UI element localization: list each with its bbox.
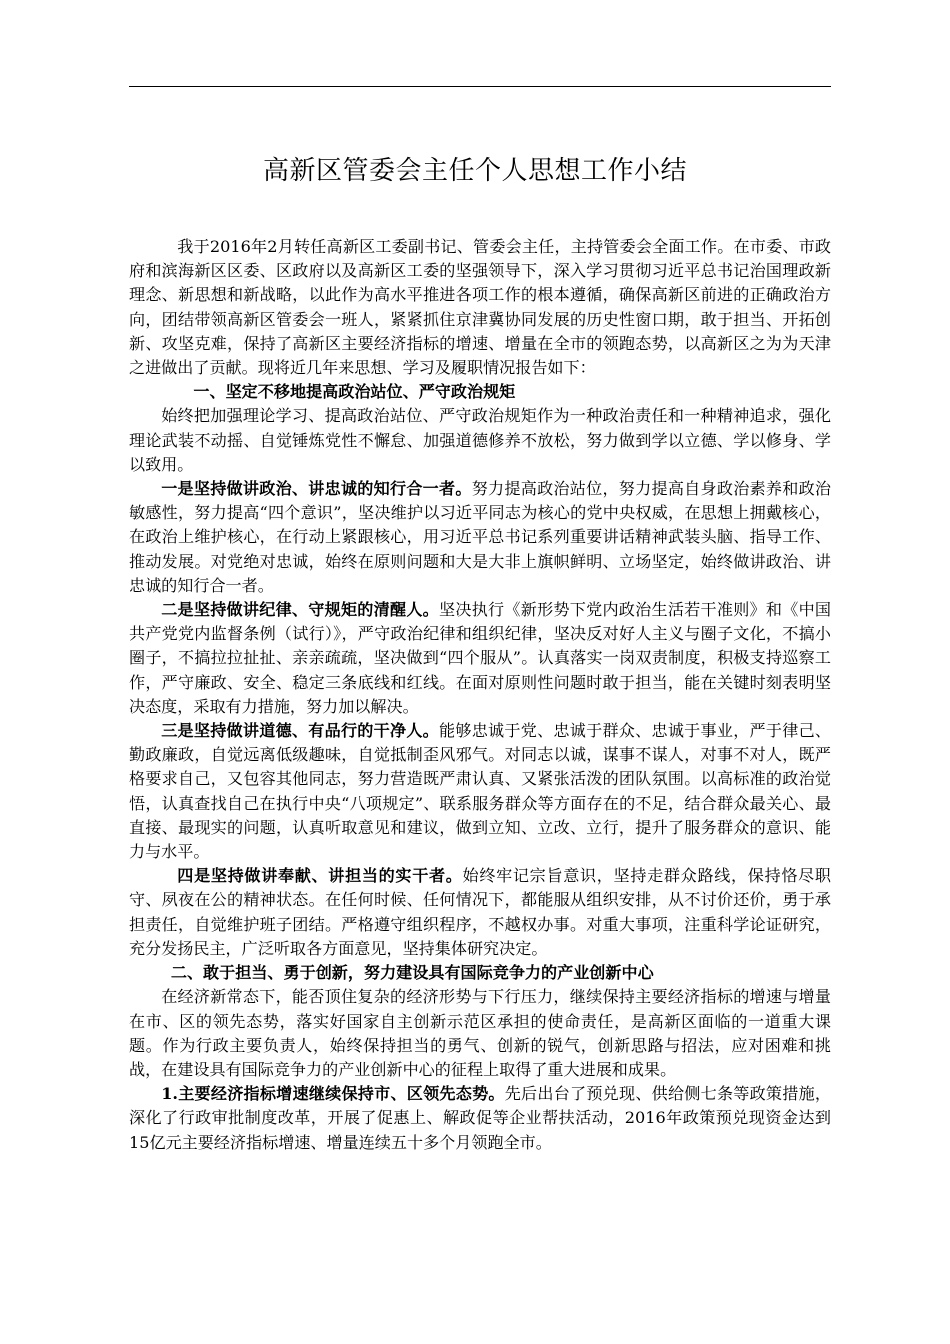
section-1-heading: 一、坚定不移地提高政治站位、严守政治规矩	[193, 382, 516, 402]
item-lead: 1.主要经济指标增速继续保持市、区领先态势。	[161, 1084, 505, 1104]
item-lead: 四是坚持做讲奉献、讲担当的实干者。	[177, 866, 463, 886]
item-lead: 一是坚持做讲政治、讲忠诚的知行合一者。	[161, 479, 472, 499]
item-lead: 三是坚持做讲道德、有品行的干净人。	[161, 721, 440, 741]
header-rule	[129, 86, 831, 87]
section-1-item-1	[129, 477, 831, 598]
item-text: 坚决执行《新形势下党内政治生活若干准则》和《中国共产党党内监督条例（试行）》，严守政治纪律和组织纪律，坚决反对好人主义与圈子文化，不搞小圈子，不搞拉拉扯扯、亲亲疏疏，坚决做到“四个服从”。认真落实一岗双责制度，积极支持巡察工作，严守廉政、安全、稳定三条底线和红线。在面对原则性问题时敢于担当，能在关键时刻表明坚决态度，采取有力措施，努力加以解决。	[129, 600, 832, 716]
item-text: 始终牢记宗旨意识，坚持走群众路线，保持恪尽职守、夙夜在公的精神状态。在任何时候、任何情况下，都能服从组织安排，从不讨价还价，勇于承担责任，自觉维护班子团结。严格遵守组织程序，不越权办事。对重大事项，注重科学论证研究，充分发扬民主，广泛听取各方面意见，坚持集体研究决定。	[129, 866, 832, 958]
section-1-item-3	[129, 719, 831, 864]
item-text: 努力提高政治站位，努力提高自身政治素养和政治敏感性，努力提高“四个意识”，坚决维护以习近平同志为核心的党中央权威，在思想上拥戴核心，在政治上维护核心，在行动上紧跟核心，用习近平总书记系列重要讲话精神武装头脑、指导工作、推动发展。对党绝对忠诚，始终在原则问题和大是大非上旗帜鲜明、立场坚定，始终做讲政治、讲忠诚的知行合一者。	[129, 479, 832, 595]
section-2-item-1	[129, 1082, 831, 1155]
page-title: 高新区管委会主任个人思想工作小结	[262, 156, 687, 186]
section-1-item-4	[129, 864, 831, 961]
intro-paragraph: 我于2016年2月转任高新区工委副书记、管委会主任，主持管委会全面工作。在市委、市政府和滨海新区区委、区政府以及高新区工委的坚强领导下，深入学习贯彻习近平总书记治国理政新理念、新思想和新战略，以此作为高水平推进各项工作的根本遵循，确保高新区前进的正确政治方向，团结带领高新区管委会一班人，紧紧抓住京津冀协同发展的历史性窗口期，敢于担当、开拓创新、攻坚克难，保持了高新区主要经济指标的增速、增量在全市的领跑态势，以高新区之为为天津之进做出了贡献。现将近几年来思想、学习及履职情况报告如下：	[129, 237, 831, 378]
item-text: 先后出台了预兑现、供给侧七条等政策措施，深化了行政审批制度改革，开展了促惠上、解政促等企业帮扶活动，2016年政策预兑现资金达到15亿元主要经济指标增速、增量连续五十多个月领跑全市。	[129, 1084, 832, 1152]
section-2-intro: 在经济新常态下，能否顶住复杂的经济形势与下行压力，继续保持主要经济指标的增速与增量在市、区的领先态势，落实好国家自主创新示范区承担的使命责任，是高新区面临的一道重大课题。作为行政主要负责人，始终保持担当的勇气、创新的锐气，创新思路与招法，应对困难和挑战，在建设具有国际竞争力的产业创新中心的征程上取得了重大进展和成果。	[129, 987, 831, 1079]
document-body	[129, 235, 831, 1155]
section-1-item-2	[129, 598, 831, 719]
item-lead: 二是坚持做讲纪律、守规矩的清醒人。	[161, 600, 440, 620]
section-1-intro: 始终把加强理论学习、提高政治站位、严守政治规矩作为一种政治责任和一种精神追求，强化理论武装不动摇、自觉锤炼党性不懈怠、加强道德修养不放松，努力做到学以立德、学以修身、学以致用。	[129, 406, 831, 474]
section-2-heading: 二、敢于担当、勇于创新，努力建设具有国际竞争力的产业创新中心	[170, 963, 654, 983]
item-text: 能够忠诚于党、忠诚于群众、忠诚于事业，严于律己、勤政廉政，自觉远离低级趣味，自觉抵制歪风邪气。对同志以诚，谋事不谋人，对事不对人，既严格要求自己，又包容其他同志，努力营造既严肃认真、又紧张活泼的团队氛围。以高标准的政治觉悟，认真查找自己在执行中央“八项规定”、联系服务群众等方面存在的不足，结合群众最关心、最直接、最现实的问题，认真听取意见和建议，做到立知、立改、立行，提升了服务群众的意识、能力与水平。	[129, 721, 832, 862]
